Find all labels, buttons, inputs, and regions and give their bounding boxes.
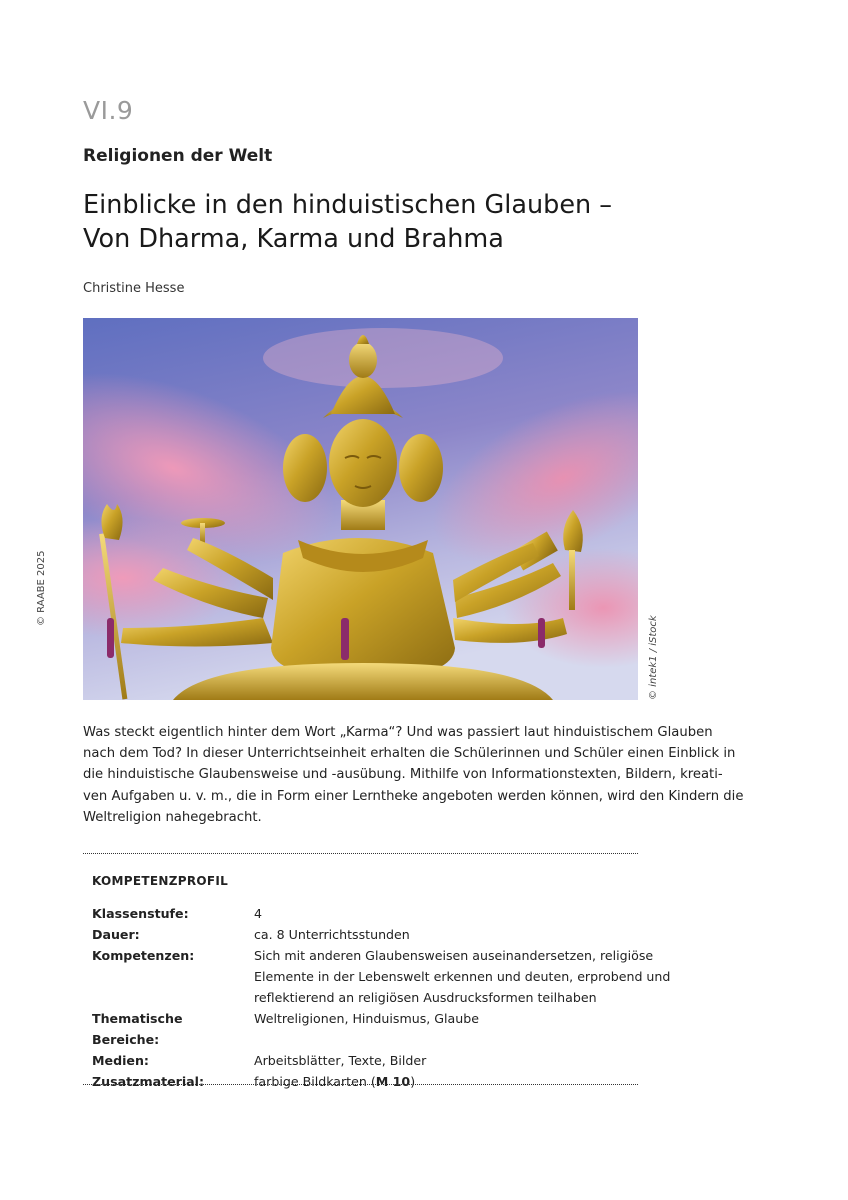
profile-label: Thematische Bereiche: xyxy=(92,1011,183,1047)
profile-label: Dauer: xyxy=(92,927,140,942)
profile-row-thematische-bereiche xyxy=(92,1008,632,1050)
hero-image xyxy=(83,318,638,700)
profile-row-dauer xyxy=(92,924,632,945)
photo-credit: © intek1 / iStock xyxy=(648,615,659,700)
intro-text xyxy=(83,722,744,828)
profile-row-kompetenzen xyxy=(92,945,671,1008)
intro-line: Weltreligion nahegebracht. xyxy=(83,809,262,825)
section-code: VI.9 xyxy=(83,96,134,125)
divider-top xyxy=(83,853,638,854)
intro-line: die hinduistische Glaubensweise und -ausübung. Mithilfe von Informationstexten, Bildern, kreati- xyxy=(83,767,723,783)
profile-label: Klassenstufe: xyxy=(92,906,189,921)
profile-value: ca. 8 Unterrichtsstunden xyxy=(254,927,410,942)
profile-value: farbige Bildkarten (M 10) xyxy=(254,1074,416,1089)
author: Christine Hesse xyxy=(83,281,185,296)
intro-line: ven Aufgaben u. v. m., die in Form einer Lerntheke angeboten werden können, wird den Kindern die xyxy=(83,788,744,804)
copyright-label: © RAABE 2025 xyxy=(36,550,47,626)
kompetenzprofil-heading: KOMPETENZPROFIL xyxy=(92,874,229,888)
profile-value: Arbeitsblätter, Texte, Bilder xyxy=(254,1053,427,1068)
profile-label: Kompetenzen: xyxy=(92,948,195,963)
title-line-1: Einblicke in den hinduistischen Glauben – xyxy=(83,190,613,220)
title-line-2: Von Dharma, Karma und Brahma xyxy=(83,224,504,254)
profile-value: Weltreligionen, Hinduismus, Glaube xyxy=(254,1011,479,1026)
profile-value: 4 xyxy=(254,906,263,921)
page-title xyxy=(83,188,663,256)
intro-line: Was steckt eigentlich hinter dem Wort „Karma“? Und was passiert laut hinduistischem Glauben xyxy=(83,725,713,740)
profile-row-klassenstufe xyxy=(92,903,632,924)
divider-bottom xyxy=(83,1084,638,1085)
profile-label: Medien: xyxy=(92,1053,149,1068)
section-title: Religionen der Welt xyxy=(83,146,273,166)
kompetenzprofil-table xyxy=(92,903,671,1092)
material-reference: M 10 xyxy=(375,1074,411,1089)
golden-four-faced-brahma-statue-icon xyxy=(83,318,638,700)
profile-row-zusatzmaterial xyxy=(92,1071,632,1092)
profile-label: Zusatzmaterial: xyxy=(92,1074,205,1089)
profile-value: Sich mit anderen Glaubensweisen auseinandersetzen, religiöse Elemente in der Lebenswelt erkennen und deuten, erprobend und reflektierend an religiösen Ausdrucksformen teilhaben xyxy=(254,948,671,1005)
profile-row-medien xyxy=(92,1050,632,1071)
intro-line: nach dem Tod? In dieser Unterrichtseinheit erhalten die Schülerinnen und Schüler einen Einblick in xyxy=(83,746,736,762)
